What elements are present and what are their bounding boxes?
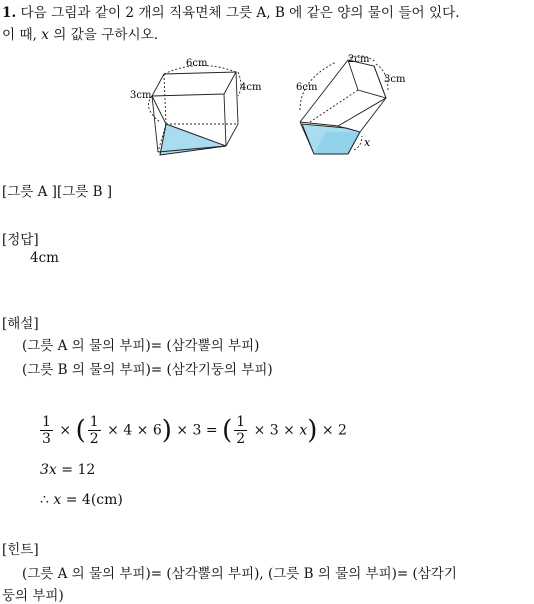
hint-line1: (그릇 A 의 물의 부피)= (삼각뿔의 부피), (그릇 B 의 물의 부피)= (삼각기 (22, 566, 457, 582)
question-text (2, 2, 532, 46)
explanation-heading: [해설] (2, 316, 39, 332)
hint-heading: [힌트] (2, 542, 39, 558)
fraction-1-2-b: $\frac{1}{2}$ (236, 414, 246, 447)
label-a-top: 6cm (186, 58, 208, 69)
answer-value: 4cm (30, 250, 59, 266)
equation-row-3: ∴ x = 4(cm) (40, 492, 123, 508)
fraction-1-2-a: $\frac{1}{2}$ (89, 414, 99, 447)
figure-container-b (290, 50, 420, 160)
question-line2-pre: 이 때, (2, 27, 42, 43)
label-b-top: 2cm (348, 54, 370, 65)
label-b-x: x (364, 136, 371, 149)
question-line2-post: 의 값을 구하시오. (48, 27, 159, 43)
label-a-left: 3cm (130, 90, 152, 101)
figure-caption: [그릇 A ][그릇 B ] (2, 184, 113, 200)
container-a-figure (148, 65, 241, 155)
label-a-right: 4cm (240, 82, 262, 93)
figure-container-a (128, 52, 268, 160)
question-var: x (41, 27, 49, 43)
question-line1: 다음 그림과 같이 2 개의 직육면체 그릇 A, B 에 같은 양의 물이 들어 있다. (20, 5, 460, 21)
hint-line2: 둥의 부피) (2, 588, 64, 604)
explanation-line2: (그릇 B 의 물의 부피)= (삼각기둥의 부피) (22, 362, 273, 378)
answer-heading: [정답] (2, 232, 39, 248)
label-b-left: 6cm (296, 82, 318, 93)
equation-row-1: $\frac{1}{3}$ × ( $\frac{1}{2}$ × 4 × 6) × 3 = ( $\frac{1}{2}$ × 3 × x) × 2 (42, 414, 347, 447)
water-a (160, 124, 226, 155)
explanation-line1: (그릇 A 의 물의 부피)= (삼각뿔의 부피) (22, 338, 260, 354)
container-b-figure (300, 56, 388, 154)
question-number: 1. (2, 5, 17, 21)
label-b-right: 3cm (384, 74, 406, 85)
equation-row-2: 3x = 12 (40, 462, 96, 478)
fraction-1-3: $\frac{1}{3}$ (42, 414, 51, 447)
